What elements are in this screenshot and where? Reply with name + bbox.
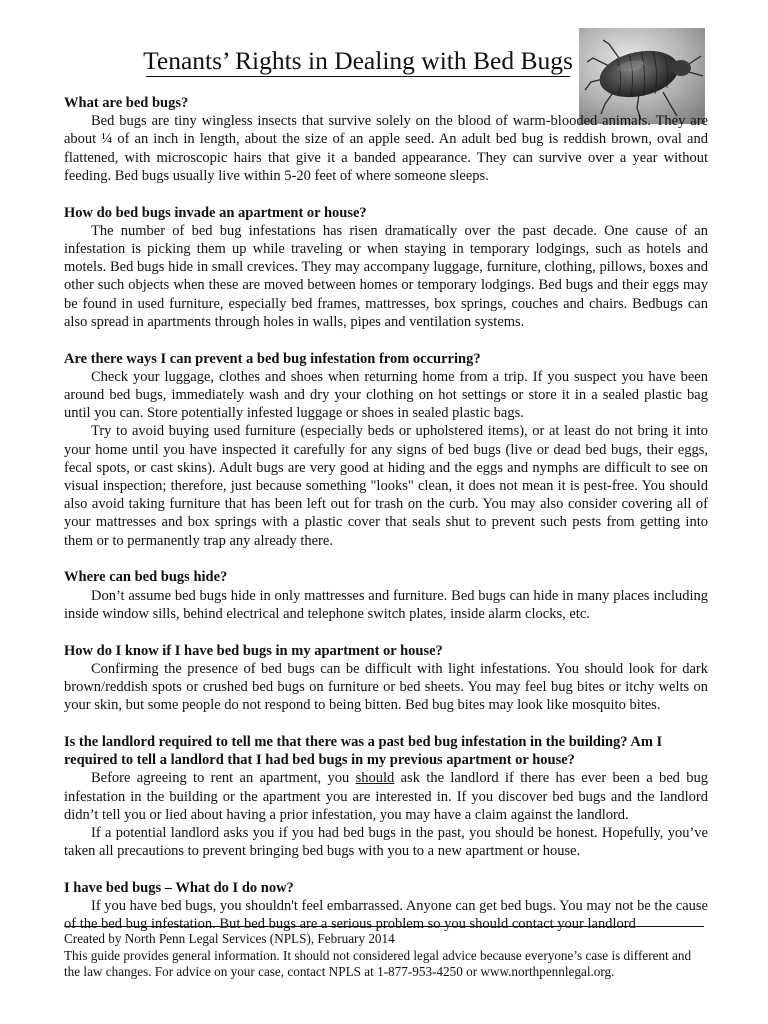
section-heading: Are there ways I can prevent a bed bug infestation from occurring? <box>64 350 481 367</box>
page-title: Tenants’ Rights in Dealing with Bed Bugs <box>143 46 573 75</box>
section-paragraph: Don’t assume bed bugs hide in only mattresses and furniture. Bed bugs can hide in many places including inside window sills, behind electrical and telephone switch plates, inside alarm clocks, etc. <box>64 587 708 622</box>
section-heading: What are bed bugs? <box>64 95 189 111</box>
emphasis-should: should <box>355 770 395 787</box>
paragraph-text: Before agreeing to rent an apartment, you <box>91 770 356 787</box>
section-paragraph: If you have bed bugs, you shouldn't feel embarrassed. Anyone can get bed bugs. You may not be the cause of the bed bug infestation. But bed bugs are a serious problem so you should contact your landlord <box>64 898 708 933</box>
section-paragraph <box>64 769 708 824</box>
footer-disclaimer: This guide provides general information. It should not considered legal advice because everyone’s case is different and the law changes. For advice on your case, contact NPLS at 1-877-953-4250 or www.northpennlegal.org. <box>64 947 692 980</box>
title-underline <box>146 76 570 77</box>
section-paragraph: Confirming the presence of bed bugs can be difficult with light infestations. You should look for dark brown/reddish spots or crushed bed bugs on furniture or bed sheets. You may feel bug bites or itchy welts on your skin, but some people do not respond to being bitten. Bed bug bites may look like mosquito bites. <box>64 660 708 714</box>
section-paragraph: Try to avoid buying used furniture (especially beds or upholstered items), or at least do not bring it into your home until you have inspected it carefully for any signs of bed bugs (live or dead bed bugs, their eggs, fecal spots, or cast skins). Adult bugs are very good at hiding and the eggs and nymphs are difficult to see on visual inspection; therefore, just because something "looks" clean, it does not mean it is pest-free. You should also avoid taking furniture that has been left out for trash on the curb. You may also consider covering all of your mattresses and box springs with a plastic cover that seals shut to prevent such pests from getting into them or to permanently trap any already there. <box>64 423 708 549</box>
section-heading: How do I know if I have bed bugs in my apartment or house? <box>64 642 443 659</box>
footer-divider <box>64 926 704 927</box>
page-footer <box>64 926 704 981</box>
section-heading: How do bed bugs invade an apartment or house? <box>64 204 367 221</box>
section-paragraph: Check your luggage, clothes and shoes when returning home from a trip. If you suspect you have been around bed bugs, immediately wash and dry your clothing on hot settings or store it in a sealed plastic bag until you can. Store potentially infested luggage or shoes in sealed plastic bags. <box>64 368 708 422</box>
paragraph-text: ask the landlord if there has ever been a bed bug infestation in the building or the apartment you are interested in. If you discover bed bugs and the landlord didn’t tell you or lied about having a prior infestation, you may have a claim against the landlord. <box>64 770 708 823</box>
section-heading: Is the landlord required to tell me that there was a past bed bug infestation in the building? Am I required to tell a landlord that I had bed bugs in my previous apartment or house? <box>64 734 663 769</box>
section-heading: I have bed bugs – What do I do now? <box>64 880 294 897</box>
section-paragraph: If a potential landlord asks you if you had bed bugs in the past, you should be honest. Hopefully, you’ve taken all precautions to prevent bringing bed bugs with you to a new apartment or house. <box>64 825 708 860</box>
footer-credit: Created by North Penn Legal Services (NPLS), February 2014 <box>64 931 395 946</box>
main-content <box>64 94 708 934</box>
section-paragraph: Bed bugs are tiny wingless insects that survive solely on the blood of warm-blooded animals. They are about ¼ of an inch in length, about the size of an apple seed. An adult bed bug is reddish brown, oval and flattened, with microscopic hairs that give it a banded appearance. They can survive over a year without feeding. Bed bugs usually live within 5-20 feet of where someone sleeps. <box>64 113 708 184</box>
section-heading: Where can bed bugs hide? <box>64 569 228 586</box>
section-paragraph: The number of bed bug infestations has risen dramatically over the past decade. One cause of an infestation is picking them up while traveling or when staying in temporary lodgings, such as hotels and motels. Bed bugs hide in small crevices. They may accompany luggage, furniture, clothing, pillows, boxes and other such objects when these are moved between homes or temporary lodgings. Bed bugs and their eggs may be found in used furniture, especially bed frames, mattresses, box springs, couches and chairs. Bedbugs can also spread in apartments through holes in walls, pipes and ventilation systems. <box>64 222 708 330</box>
